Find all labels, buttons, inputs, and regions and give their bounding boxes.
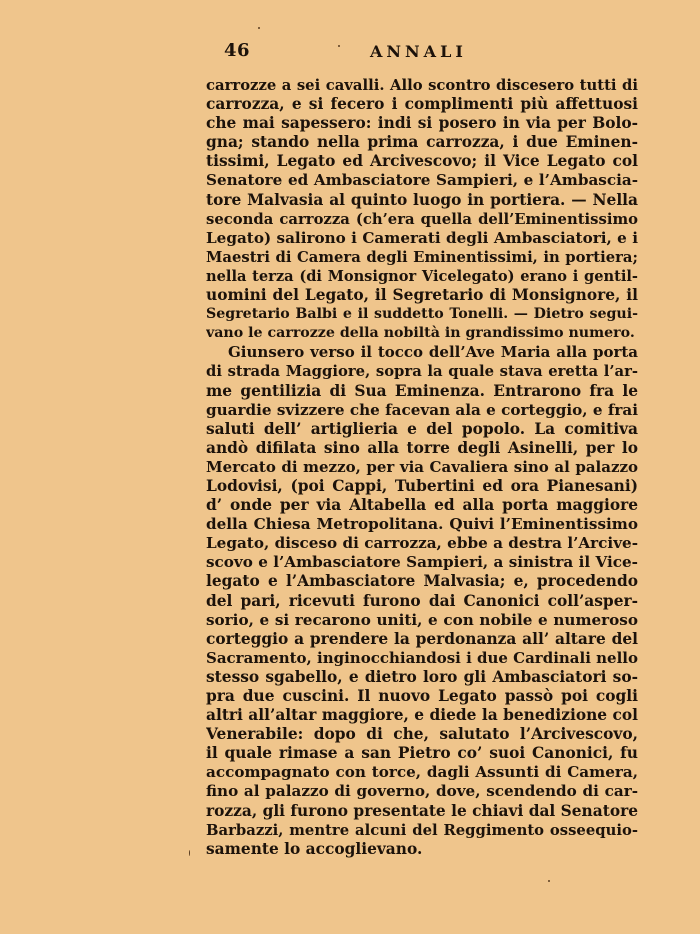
page-number: 46 [224,40,251,61]
text-line: del pari, ricevuti furono dai Canonici coll’asper- [206,591,638,610]
text-line: andò difilata sino alla torre degli Asinelli, per lo [206,438,638,457]
text-line: me gentilizia di Sua Eminenza. Entrarono fra le [206,381,638,400]
text-line: carrozza, e si fecero i complimenti più affettuosi [206,95,638,114]
text-line: Mercato di mezzo, per via Cavaliera sino al palazzo [206,457,638,476]
paragraph [206,76,638,343]
text-line: il quale rimase a san Pietro co’ suoi Canonici, fu [206,744,638,763]
text-line: tore Malvasia al quinto luogo in portiera. — Nella [206,190,638,209]
text-line: accompagnato con torce, dagli Assunti di Camera, [206,763,638,782]
paper-speck [338,45,340,47]
body-text [206,76,638,859]
text-line: samente lo accoglievano. [206,839,423,858]
paper-speck [258,27,260,29]
text-line: pra due cuscini. Il nuovo Legato passò poi cogli [206,687,638,705]
text-line: Lodovisi, (poi Cappi, Tubertini ed ora Pianesani) [206,476,638,495]
text-line: uomini del Legato, il Segretario di Monsignore, il [206,286,638,305]
text-line: tissimi, Legato ed Arcivescovo; il Vice Legato col [206,152,638,171]
text-line: sorio, e si recarono uniti, e con nobile e numeroso [206,610,638,629]
text-line: nella terza (di Monsignor Vicelegato) erano i gentil- [206,267,638,285]
text-line: fino al palazzo di governo, dove, scendendo di car- [206,782,638,801]
text-line: della Chiesa Metropolitana. Quivi l’Eminentissimo [206,515,638,534]
text-line: corteggio a prendere la perdonanza all’ altare del [206,629,638,648]
text-line: Venerabile: dopo di che, salutato l’Arcivescovo, [206,725,638,744]
text-line: rozza, gli furono presentate le chiavi dal Senatore [206,801,638,820]
text-line: Sacramento, inginocchiandosi i due Cardinali nello [206,648,638,667]
text-line: che mai sapessero: indi si posero in via per Bolo- [206,114,638,133]
text-line: Barbazzi, mentre alcuni del Reggimento osseequio- [206,821,638,839]
text-line: scovo e l’Ambasciatore Sampieri, a sinistra il Vice- [206,553,638,572]
text-line: Segretario Balbi e il suddetto Tonelli. — Dietro segui- [206,306,638,323]
text-line: Maestri di Camera degli Eminentissimi, in portiera; [206,248,638,266]
text-line: carrozze a sei cavalli. Allo scontro discesero tutti di [206,77,638,94]
running-head: ANNALI [370,42,467,61]
text-line: di strada Maggiore, sopra la quale stava eretta l’ar- [206,363,638,381]
text-line: d’ onde per via Altabella ed alla porta maggiore [206,496,638,515]
text-line: gna; stando nella prima carrozza, i due Eminen- [206,133,638,152]
text-line: legato e l’Ambasciatore Malvasia; e, procedendo [206,572,638,591]
paragraph [206,343,638,859]
text-line: guardie svizzere che facevan ala e corteggio, e frai [206,400,638,419]
text-line: Legato) salirono i Camerati degli Ambasciatori, e i [206,228,638,247]
paper-speck [548,880,550,882]
page-header [206,40,638,66]
text-line: Senatore ed Ambasciatore Sampieri, e l’Ambascia- [206,171,638,190]
text-line: vano le carrozze della nobiltà in grandissimo numero. [206,325,635,342]
text-line: Legato, disceso di carrozza, ebbe a destra l’Arcive- [206,534,638,553]
text-line: stesso sgabello, e dietro loro gli Ambasciatori so- [206,667,638,686]
text-line: saluti dell’ artiglieria e del popolo. La comitiva [206,419,638,438]
text-line: seconda carrozza (ch’era quella dell’Eminentissimo [206,210,638,228]
paper-speck [189,850,190,856]
text-line: Giunsero verso il tocco dell’Ave Maria alla porta [228,343,638,362]
text-line: altri all’altar maggiore, e diede la benedizione col [206,706,638,725]
